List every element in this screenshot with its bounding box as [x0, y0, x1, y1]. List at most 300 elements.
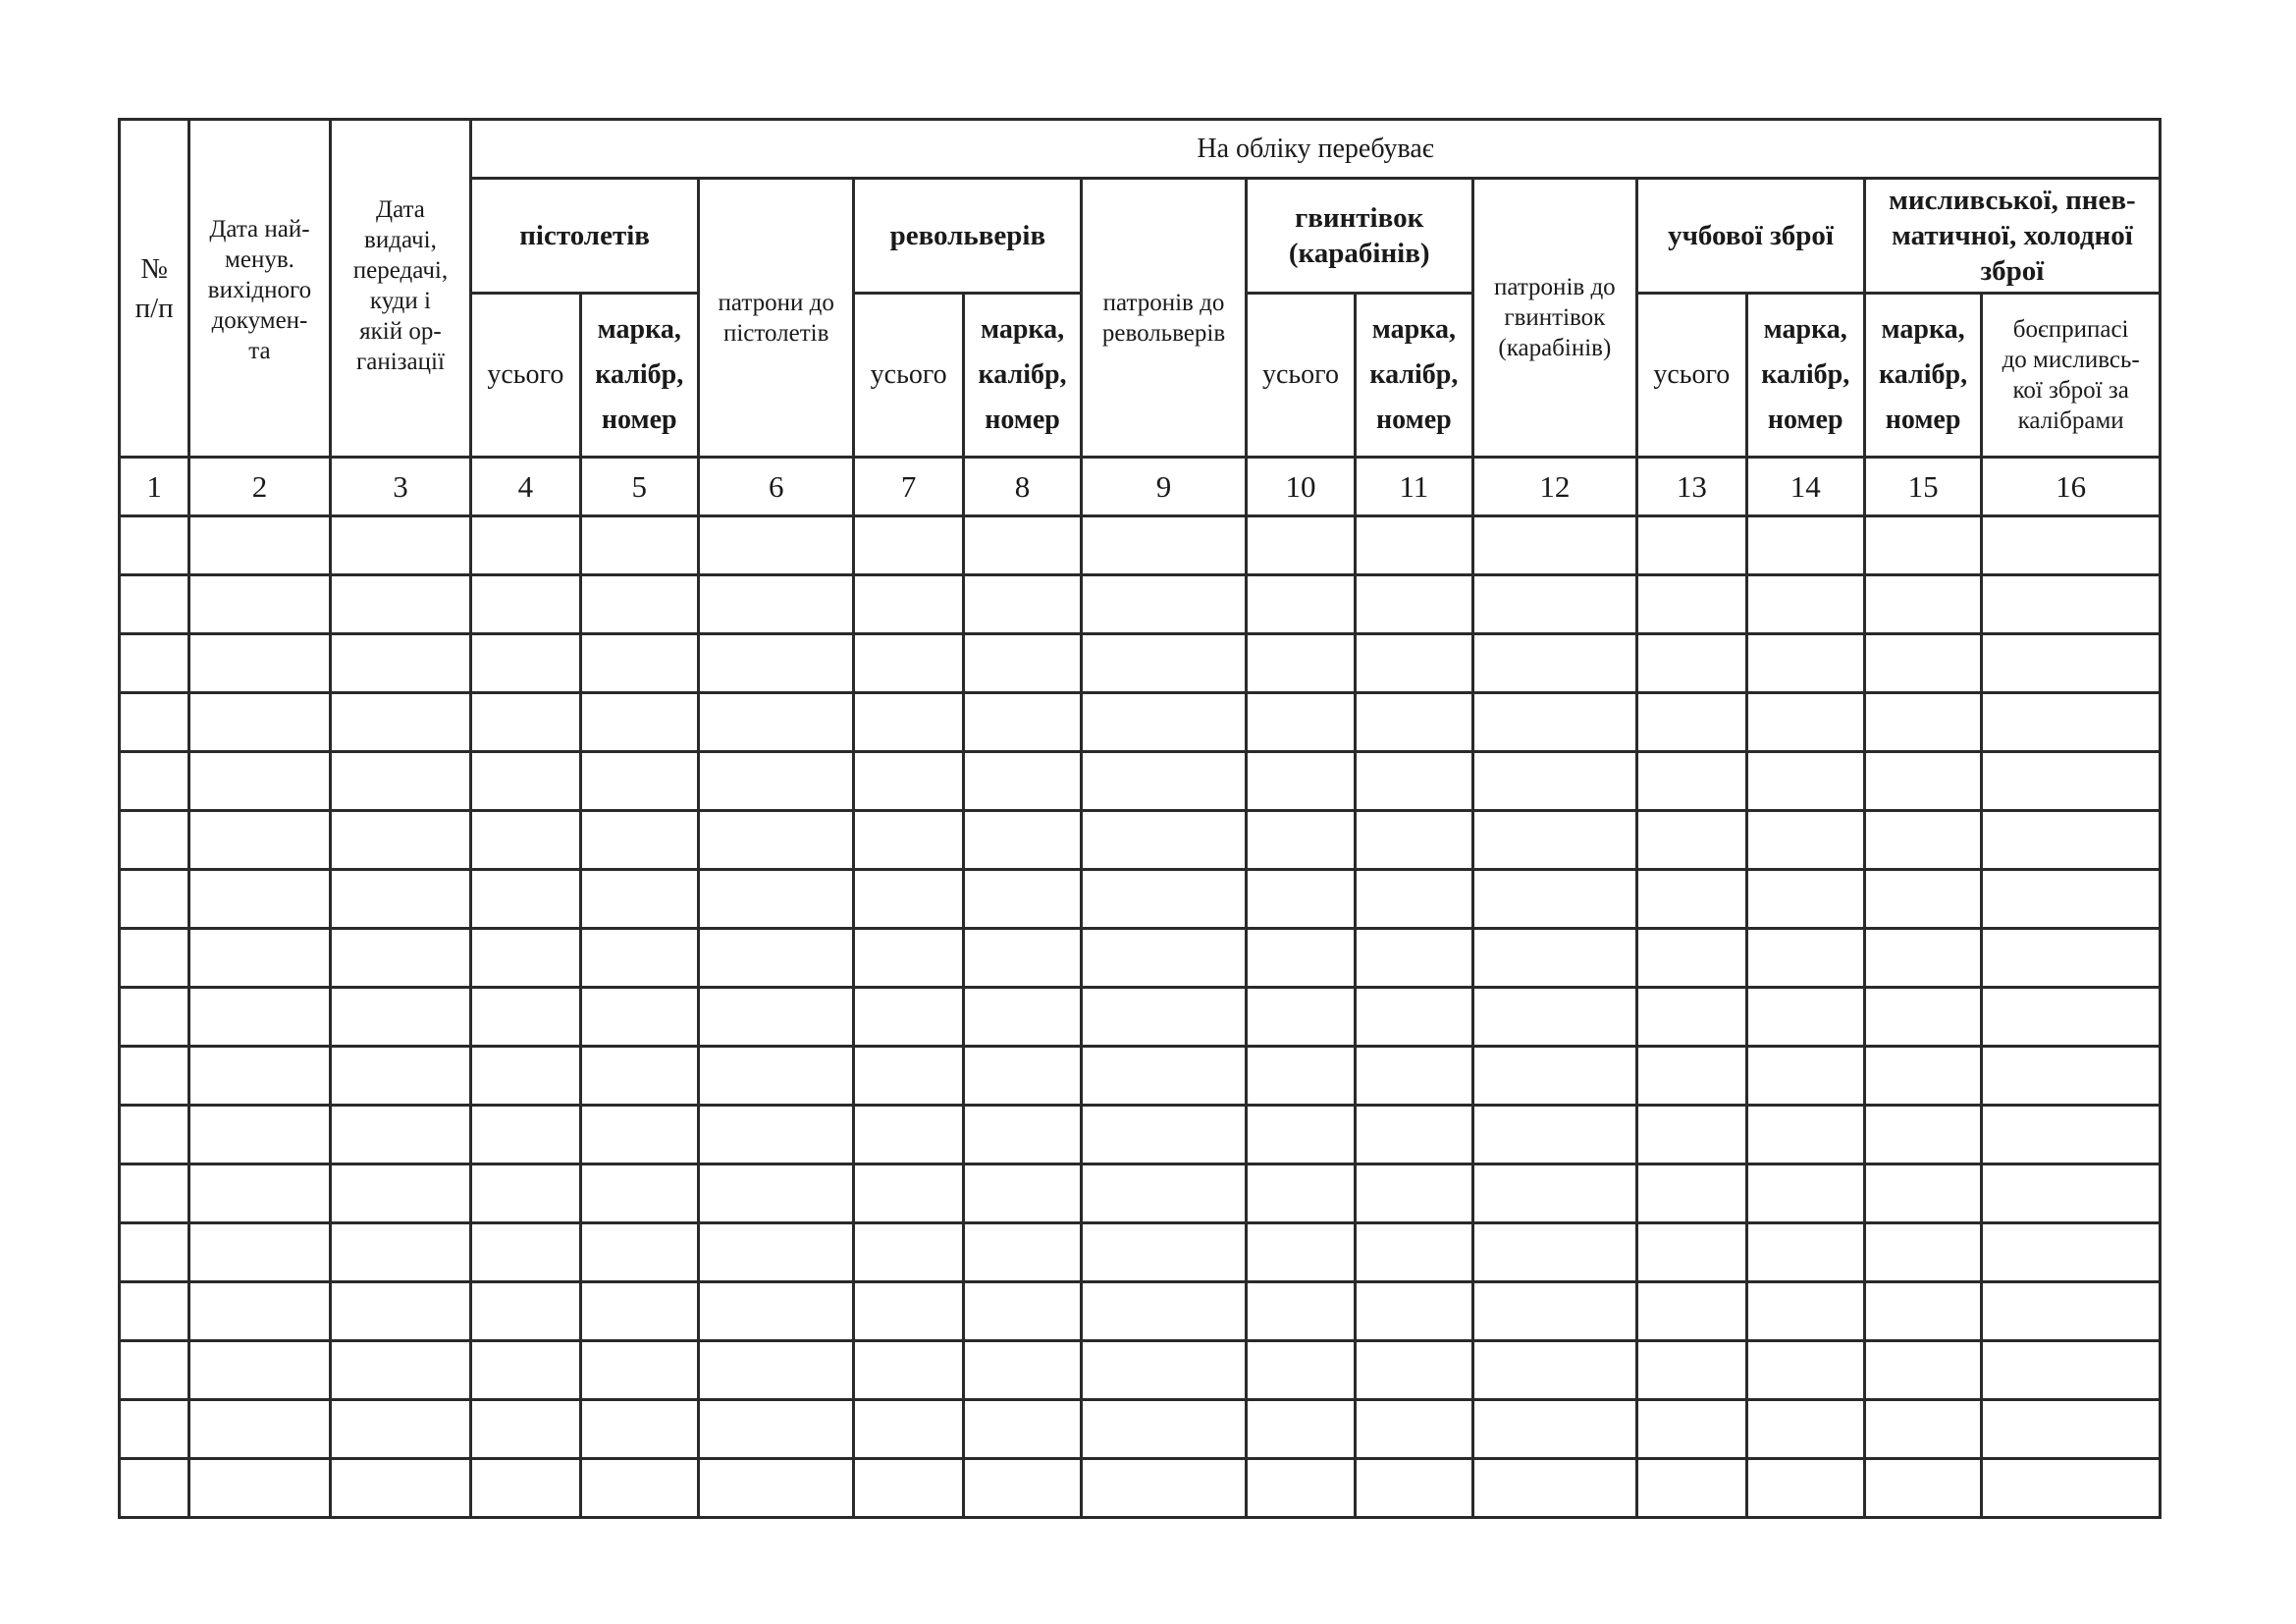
table-cell [1472, 634, 1637, 693]
table-cell [1637, 1164, 1746, 1223]
table-cell [1982, 988, 2161, 1047]
table-cell [330, 516, 470, 575]
table-cell [330, 1341, 470, 1400]
table-row [120, 1400, 2161, 1459]
table-cell [189, 516, 330, 575]
column-number: 7 [854, 458, 963, 516]
table-cell [963, 1400, 1081, 1459]
table-cell [1082, 1459, 1247, 1518]
table-cell [1864, 1400, 1981, 1459]
table-cell [854, 811, 963, 870]
table-cell [1472, 1282, 1637, 1341]
table-cell [1246, 870, 1355, 929]
table-cell [963, 693, 1081, 752]
table-cell [189, 634, 330, 693]
header-rifle-ammo: патронів до гвинтівок (карабінів) [1472, 179, 1637, 458]
table-cell [471, 693, 580, 752]
table-cell [1246, 1341, 1355, 1400]
column-number: 6 [698, 458, 854, 516]
table-cell [120, 1047, 189, 1106]
table-cell [1472, 929, 1637, 988]
table-cell [189, 988, 330, 1047]
table-cell [471, 1282, 580, 1341]
column-number: 4 [471, 458, 580, 516]
table-cell [471, 929, 580, 988]
table-cell [189, 1047, 330, 1106]
table-cell [1864, 1164, 1981, 1223]
header-number: № п/п [120, 120, 189, 458]
table-cell [854, 1459, 963, 1518]
table-cell [1246, 1400, 1355, 1459]
table-row [120, 1223, 2161, 1282]
header-pistol-ammo: патрони до пістолетів [698, 179, 854, 458]
table-cell [963, 1164, 1081, 1223]
table-cell [1472, 693, 1637, 752]
table-cell [854, 1106, 963, 1164]
table-cell [1982, 811, 2161, 870]
table-cell [1356, 1400, 1472, 1459]
table-cell [1864, 811, 1981, 870]
table-cell [189, 929, 330, 988]
table-cell [471, 1459, 580, 1518]
table-cell [1746, 1400, 1864, 1459]
table-cell [580, 693, 698, 752]
table-cell [1637, 1106, 1746, 1164]
table-cell [471, 1164, 580, 1223]
table-cell [1082, 752, 1247, 811]
table-cell [120, 575, 189, 634]
table-cell [698, 1459, 854, 1518]
header-doc-date: Дата най- менув. вихідного докумен- та [189, 120, 330, 458]
column-number: 1 [120, 458, 189, 516]
table-cell [330, 634, 470, 693]
header-pistols: пістолетів [471, 179, 699, 294]
table-cell [854, 1341, 963, 1400]
table-cell [854, 870, 963, 929]
table-cell [1637, 1047, 1746, 1106]
column-number: 16 [1982, 458, 2161, 516]
table-cell [471, 752, 580, 811]
table-cell [120, 929, 189, 988]
table-cell [1246, 1282, 1355, 1341]
table-row [120, 1164, 2161, 1223]
table-cell [1472, 988, 1637, 1047]
table-cell [1356, 693, 1472, 752]
table-cell [330, 752, 470, 811]
table-cell [120, 693, 189, 752]
table-cell [1356, 634, 1472, 693]
table-cell [1472, 1164, 1637, 1223]
table-cell [120, 811, 189, 870]
table-cell [1082, 1341, 1247, 1400]
table-cell [698, 1106, 854, 1164]
table-cell [330, 811, 470, 870]
table-cell [854, 1400, 963, 1459]
table-cell [1472, 752, 1637, 811]
column-number-row [120, 458, 2161, 516]
table-cell [471, 1047, 580, 1106]
column-number: 9 [1082, 458, 1247, 516]
table-cell [580, 870, 698, 929]
table-cell [1246, 811, 1355, 870]
table-cell [1864, 1282, 1981, 1341]
table-cell [1246, 1106, 1355, 1164]
table-cell [963, 811, 1081, 870]
table-row [120, 634, 2161, 693]
header-revolvers-total: усього [854, 294, 963, 458]
table-cell [963, 575, 1081, 634]
table-cell [1472, 516, 1637, 575]
table-row [120, 1459, 2161, 1518]
table-cell [1472, 1223, 1637, 1282]
table-cell [471, 516, 580, 575]
table-cell [1082, 575, 1247, 634]
table-cell [471, 870, 580, 929]
table-cell [1746, 634, 1864, 693]
table-cell [1746, 1047, 1864, 1106]
column-number: 11 [1356, 458, 1472, 516]
table-cell [1082, 634, 1247, 693]
table-cell [1746, 752, 1864, 811]
table-cell [963, 1047, 1081, 1106]
table-cell [1864, 929, 1981, 988]
table-cell [698, 811, 854, 870]
table-cell [471, 1106, 580, 1164]
table-row [120, 752, 2161, 811]
table-cell [1982, 1047, 2161, 1106]
table-cell [698, 752, 854, 811]
table-cell [471, 1341, 580, 1400]
column-number: 2 [189, 458, 330, 516]
table-cell [1982, 1282, 2161, 1341]
table-cell [1864, 634, 1981, 693]
table-cell [854, 575, 963, 634]
table-cell [854, 929, 963, 988]
table-cell [963, 1341, 1081, 1400]
table-cell [1746, 929, 1864, 988]
table-cell [1982, 870, 2161, 929]
table-cell [580, 1047, 698, 1106]
table-cell [854, 752, 963, 811]
table-cell [698, 1047, 854, 1106]
header-training-total: усього [1637, 294, 1746, 458]
table-cell [1746, 811, 1864, 870]
table-cell [1637, 1459, 1746, 1518]
table-cell [580, 1223, 698, 1282]
table-cell [580, 1341, 698, 1400]
table-cell [1864, 752, 1981, 811]
table-cell [1356, 929, 1472, 988]
column-number: 13 [1637, 458, 1746, 516]
header-hunting-mark: марка, калібр, номер [1864, 294, 1981, 458]
table-cell [580, 752, 698, 811]
table-cell [120, 1106, 189, 1164]
table-cell [1982, 752, 2161, 811]
table-cell [1082, 1164, 1247, 1223]
table-cell [1982, 1341, 2161, 1400]
table-cell [698, 929, 854, 988]
table-cell [471, 1400, 580, 1459]
table-cell [1637, 634, 1746, 693]
table-cell [1982, 1106, 2161, 1164]
table-cell [189, 1164, 330, 1223]
table-cell [330, 1164, 470, 1223]
column-number: 10 [1246, 458, 1355, 516]
table-cell [1864, 870, 1981, 929]
table-cell [1864, 516, 1981, 575]
table-cell [189, 1341, 330, 1400]
table-row [120, 575, 2161, 634]
table-cell [1082, 1282, 1247, 1341]
column-number: 14 [1746, 458, 1864, 516]
table-cell [120, 1282, 189, 1341]
table-row [120, 1282, 2161, 1341]
table-row [120, 1106, 2161, 1164]
table-cell [1637, 575, 1746, 634]
table-cell [189, 752, 330, 811]
table-cell [1637, 929, 1746, 988]
table-cell [189, 1459, 330, 1518]
table-cell [698, 634, 854, 693]
table-cell [1864, 1223, 1981, 1282]
table-cell [698, 575, 854, 634]
table-cell [1246, 988, 1355, 1047]
table-cell [120, 1459, 189, 1518]
table-row [120, 1341, 2161, 1400]
column-number: 15 [1864, 458, 1981, 516]
table-cell [1356, 1223, 1472, 1282]
table-cell [1746, 693, 1864, 752]
table-cell [1082, 1223, 1247, 1282]
table-cell [1982, 1223, 2161, 1282]
table-cell [1246, 929, 1355, 988]
table-cell [963, 752, 1081, 811]
table-cell [120, 752, 189, 811]
table-cell [120, 1400, 189, 1459]
table-cell [963, 1459, 1081, 1518]
table-cell [120, 516, 189, 575]
table-cell [1746, 1164, 1864, 1223]
weapons-register-table [118, 118, 2162, 1519]
table-cell [963, 988, 1081, 1047]
table-cell [1982, 516, 2161, 575]
table-cell [1982, 1164, 2161, 1223]
table-cell [1746, 1223, 1864, 1282]
table-cell [1356, 1047, 1472, 1106]
table-cell [1356, 1164, 1472, 1223]
table-cell [1637, 1223, 1746, 1282]
table-cell [1864, 1106, 1981, 1164]
header-revolvers-mark: марка, калібр, номер [963, 294, 1081, 458]
table-cell [1864, 988, 1981, 1047]
header-training-weapons: учбової зброї [1637, 179, 1865, 294]
table-cell [330, 1047, 470, 1106]
table-cell [1746, 988, 1864, 1047]
table-cell [698, 516, 854, 575]
table-cell [471, 811, 580, 870]
table-cell [1082, 870, 1247, 929]
table-cell [330, 1106, 470, 1164]
table-cell [1982, 1400, 2161, 1459]
table-cell [854, 988, 963, 1047]
header-rifles: гвинтівок (карабінів) [1246, 179, 1472, 294]
table-cell [330, 1282, 470, 1341]
table-cell [1082, 811, 1247, 870]
table-cell [1356, 1341, 1472, 1400]
table-cell [1864, 1341, 1981, 1400]
table-cell [189, 870, 330, 929]
table-cell [698, 1282, 854, 1341]
table-cell [580, 516, 698, 575]
table-cell [1246, 516, 1355, 575]
table-cell [698, 988, 854, 1047]
table-cell [698, 693, 854, 752]
table-cell [1082, 1400, 1247, 1459]
table-cell [963, 870, 1081, 929]
table-cell [189, 575, 330, 634]
table-cell [471, 1223, 580, 1282]
table-cell [1746, 1341, 1864, 1400]
table-cell [1637, 811, 1746, 870]
table-row [120, 929, 2161, 988]
table-cell [1982, 929, 2161, 988]
table-cell [1982, 693, 2161, 752]
header-rifles-mark: марка, калібр, номер [1356, 294, 1472, 458]
table-cell [1637, 516, 1746, 575]
header-issue-date: Дата видачі, передачі, куди і якій ор- ганізації [330, 120, 470, 458]
table-cell [580, 988, 698, 1047]
table-cell [963, 1282, 1081, 1341]
header-training-mark: марка, калібр, номер [1746, 294, 1864, 458]
table-cell [1246, 575, 1355, 634]
header-on-record: На обліку перебуває [471, 120, 2161, 179]
table-cell [120, 1164, 189, 1223]
table-cell [854, 1164, 963, 1223]
table-cell [120, 870, 189, 929]
table-cell [120, 634, 189, 693]
table-row [120, 516, 2161, 575]
table-cell [1864, 1459, 1981, 1518]
table-cell [1637, 752, 1746, 811]
table-row [120, 870, 2161, 929]
table-row [120, 988, 2161, 1047]
table-cell [1356, 752, 1472, 811]
table-cell [189, 1106, 330, 1164]
table-cell [471, 634, 580, 693]
table-cell [580, 1282, 698, 1341]
table-cell [1356, 1282, 1472, 1341]
table-cell [1472, 1106, 1637, 1164]
table-cell [1356, 870, 1472, 929]
column-number: 5 [580, 458, 698, 516]
table-cell [1356, 575, 1472, 634]
table-cell [1472, 811, 1637, 870]
table-row [120, 693, 2161, 752]
table-cell [580, 1400, 698, 1459]
table-cell [120, 1223, 189, 1282]
table-cell [1246, 1459, 1355, 1518]
column-number: 8 [963, 458, 1081, 516]
table-cell [1864, 693, 1981, 752]
table-cell [1982, 1459, 2161, 1518]
table-cell [189, 1400, 330, 1459]
table-cell [1637, 1341, 1746, 1400]
table-cell [1746, 870, 1864, 929]
table-cell [1246, 752, 1355, 811]
table-cell [1746, 1282, 1864, 1341]
table-cell [580, 575, 698, 634]
table-cell [1637, 1282, 1746, 1341]
column-number: 12 [1472, 458, 1637, 516]
table-cell [330, 1400, 470, 1459]
header-pistols-total: усього [471, 294, 580, 458]
table-cell [963, 516, 1081, 575]
table-cell [1472, 1459, 1637, 1518]
table-cell [854, 1047, 963, 1106]
table-cell [580, 634, 698, 693]
table-body [120, 120, 2161, 1518]
table-cell [1637, 988, 1746, 1047]
table-cell [120, 1341, 189, 1400]
table-cell [1637, 870, 1746, 929]
table-cell [1246, 1223, 1355, 1282]
table-cell [1746, 516, 1864, 575]
table-cell [1472, 1341, 1637, 1400]
table-cell [698, 1341, 854, 1400]
table-cell [854, 693, 963, 752]
table-cell [1982, 634, 2161, 693]
table-cell [330, 929, 470, 988]
table-cell [854, 1282, 963, 1341]
table-cell [330, 693, 470, 752]
table-cell [1982, 575, 2161, 634]
table-cell [189, 811, 330, 870]
table-cell [580, 1164, 698, 1223]
table-cell [1864, 1047, 1981, 1106]
table-cell [1246, 1164, 1355, 1223]
table-cell [1082, 988, 1247, 1047]
table-cell [1356, 1106, 1472, 1164]
table-cell [471, 988, 580, 1047]
table-cell [698, 870, 854, 929]
table-cell [854, 1223, 963, 1282]
table-cell [471, 575, 580, 634]
table-cell [1746, 1459, 1864, 1518]
table-cell [330, 870, 470, 929]
table-cell [330, 575, 470, 634]
table-cell [1246, 693, 1355, 752]
header-hunting-weapons: мисливської, пнев- матичної, холодної зброї [1864, 179, 2160, 294]
table-cell [698, 1400, 854, 1459]
table-row [120, 811, 2161, 870]
table-cell [330, 1223, 470, 1282]
table-cell [1082, 1047, 1247, 1106]
table-cell [1082, 693, 1247, 752]
header-pistols-mark: марка, калібр, номер [580, 294, 698, 458]
header-revolvers: револьверів [854, 179, 1082, 294]
table-cell [1746, 1106, 1864, 1164]
table-cell [1246, 634, 1355, 693]
table-cell [1246, 1047, 1355, 1106]
table-cell [963, 1106, 1081, 1164]
table-cell [1356, 1459, 1472, 1518]
table-cell [1082, 929, 1247, 988]
table-cell [1356, 811, 1472, 870]
table-cell [698, 1164, 854, 1223]
table-cell [1746, 575, 1864, 634]
table-row [120, 1047, 2161, 1106]
table-cell [580, 1106, 698, 1164]
